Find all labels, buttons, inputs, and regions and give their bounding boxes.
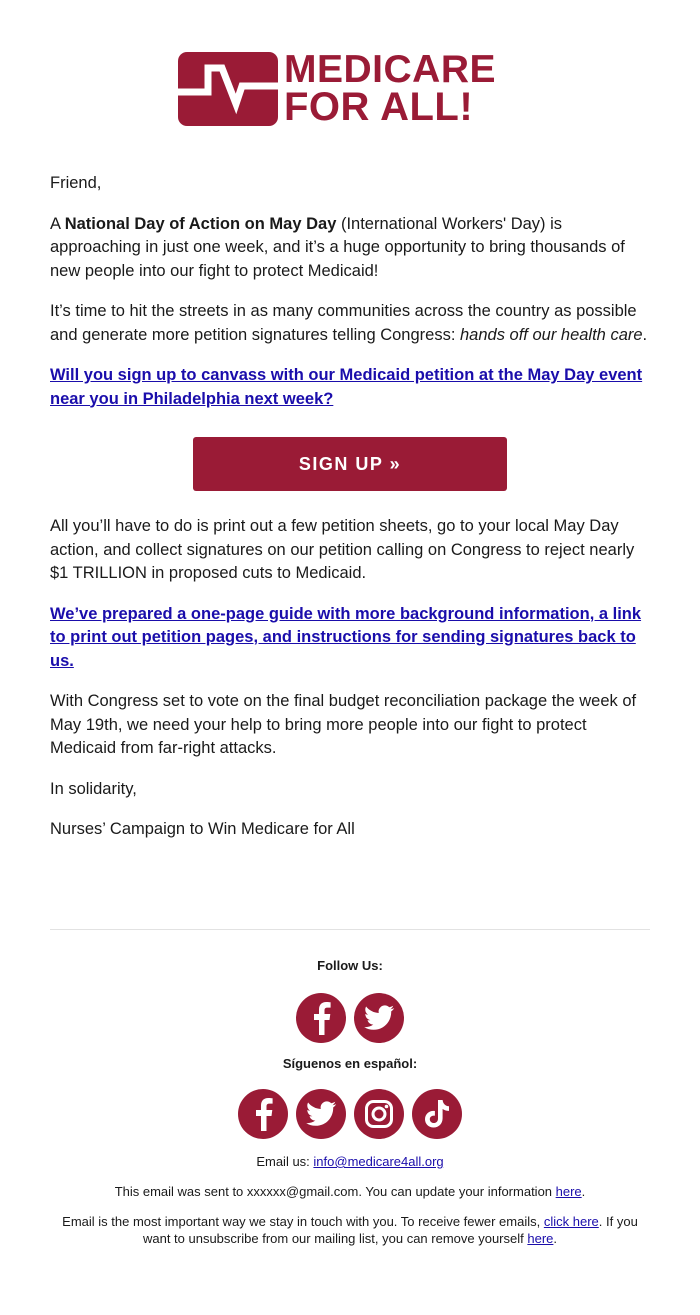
sent-to-line: This email was sent to xxxxxx@gmail.com. You can update your information here. xyxy=(114,1184,586,1199)
paragraph-intro: A National Day of Action on May Day (International Workers' Day) is approaching in just one week, and it’s a huge opportunity to bring thousands of new people into our fight to protect Medicaid! xyxy=(50,214,625,280)
social-row-english xyxy=(0,993,700,1043)
canvass-signup-link[interactable]: Will you sign up to canvass with our Medicaid petition at the May Day event near you in Philadelphia next week? xyxy=(50,366,643,408)
footer xyxy=(0,955,700,1247)
button-wrap xyxy=(50,437,650,491)
tiktok-icon[interactable] xyxy=(412,1089,462,1139)
preferences-line: Email is the most important way we stay in touch with you. To receive fewer emails, click here. If you want to unsubscribe from our mailing list, you can remove yourself here. xyxy=(62,1214,638,1246)
day-of-action-bold: National Day of Action on May Day xyxy=(64,214,337,233)
guide-link[interactable]: We’ve prepared a one-page guide with more background information, a link to print out petition pages, and instructions for sending signatures back to us. xyxy=(50,604,642,670)
facebook-icon[interactable] xyxy=(296,993,346,1043)
paragraph-streets: It’s time to hit the streets in as many communities across the country as possible and generate more petition signatures telling Congress: hands off our health care. xyxy=(50,302,648,344)
hands-off-italic: hands off our health care xyxy=(460,325,643,344)
logo-text-line1: MEDICARE xyxy=(284,48,497,91)
email-body xyxy=(50,172,650,859)
paragraph-congress: With Congress set to vote on the final budget reconciliation package the week of May 19th, we need your help to bring more people into our fight to protect Medicaid from far-right attacks. xyxy=(50,692,637,757)
facebook-icon[interactable] xyxy=(238,1089,288,1139)
unsubscribe-link[interactable]: here xyxy=(527,1231,554,1246)
fewer-emails-link[interactable]: click here xyxy=(543,1214,599,1229)
social-row-spanish xyxy=(0,1089,700,1139)
email-contact-link[interactable]: info@medicare4all.org xyxy=(313,1154,444,1169)
email-contact-line: Email us: info@medicare4all.org xyxy=(256,1154,444,1169)
medicare-for-all-logo xyxy=(178,48,523,129)
logo-text-line2: FOR ALL! xyxy=(284,85,474,129)
sign-up-button[interactable]: SIGN UP » xyxy=(193,437,507,491)
update-info-link[interactable]: here xyxy=(555,1184,582,1199)
heartbeat-logo-icon xyxy=(178,52,278,126)
footer-divider xyxy=(50,929,650,930)
twitter-icon[interactable] xyxy=(354,993,404,1043)
paragraph-instructions: All you’ll have to do is print out a few petition sheets, go to your local May Day action, and collect signatures on our petition calling on Congress to reject nearly $1 TRILLION in proposed cuts to Medicaid. xyxy=(50,517,635,582)
instagram-icon[interactable] xyxy=(354,1089,404,1139)
follow-us-heading: Follow Us: xyxy=(317,958,383,973)
signoff: In solidarity, xyxy=(50,779,137,798)
paragraph-link-guide xyxy=(50,603,650,674)
paragraph-link-canvass xyxy=(50,364,650,411)
greeting: Friend, xyxy=(50,174,102,192)
signature: Nurses’ Campaign to Win Medicare for All xyxy=(50,820,355,838)
twitter-icon[interactable] xyxy=(296,1089,346,1139)
follow-us-spanish-heading: Síguenos en español: xyxy=(282,1056,418,1071)
